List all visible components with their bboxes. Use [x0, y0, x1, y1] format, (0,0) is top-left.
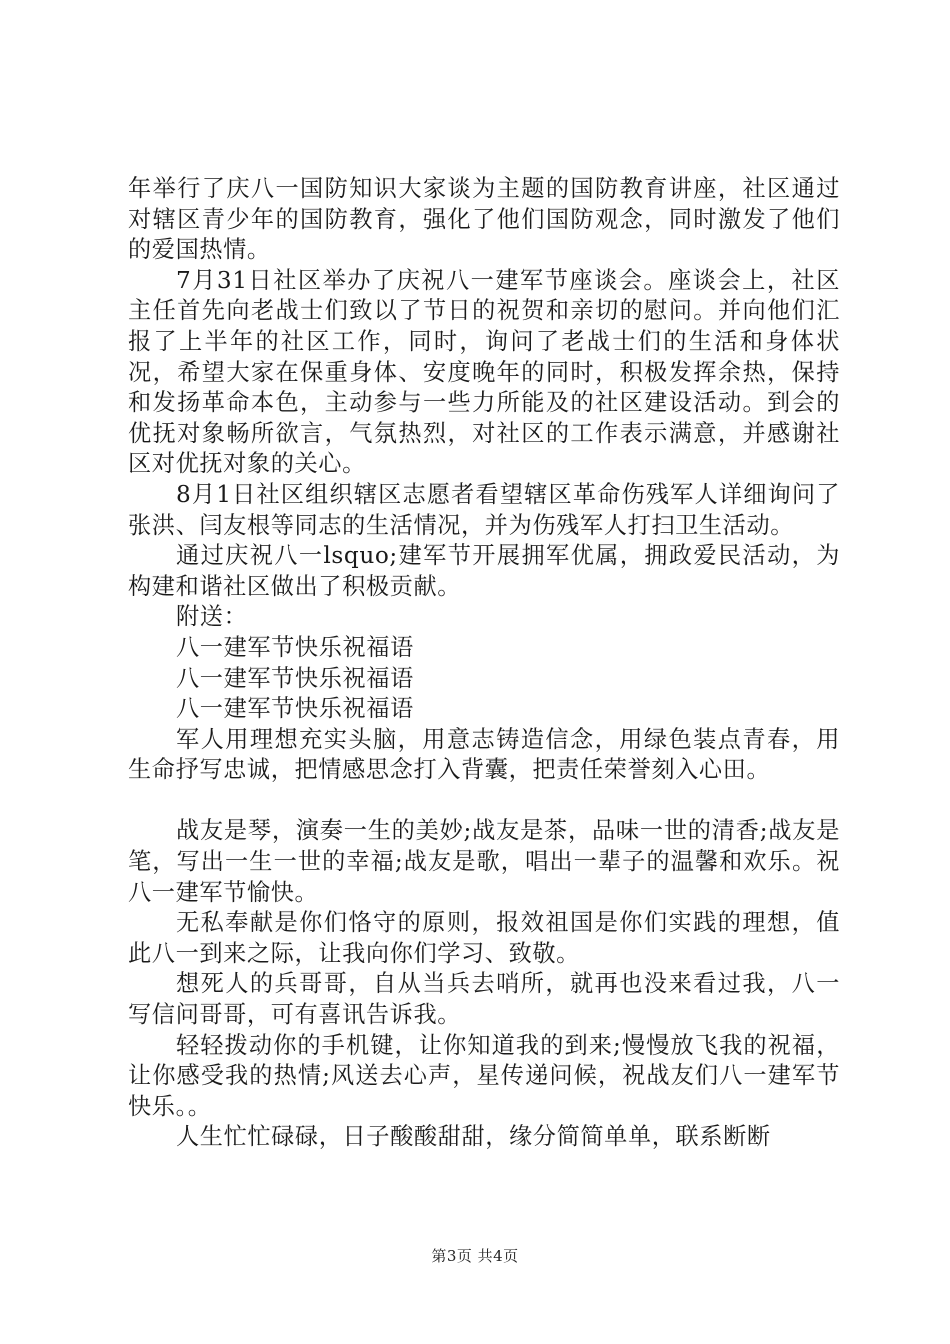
- blessing-selfless-dedication: 无私奉献是你们恪守的原则，报效祖国是你们实践的理想，值此八一到来之际，让我向你们学习、致敬。: [128, 909, 840, 967]
- paragraph-lecture-continuation: 年举行了庆八一国防知识大家谈为主题的国防教育讲座，社区通过对辖区青少年的国防教育，强化了他们国防观念，同时激发了他们的爱国热情。: [128, 175, 840, 264]
- page-footer: 第3页 共4页: [431, 1247, 519, 1265]
- blessing-phone-keys: 轻轻拨动你的手机键，让你知道我的到来;慢慢放飞我的祝福，让你感受我的热情;风送去心声，星传递问候，祝战友们八一建军节快乐。。: [128, 1031, 840, 1120]
- heading-blessings-1: 八一建军节快乐祝福语: [176, 633, 414, 661]
- blessing-busy-life: 人生忙忙碌碌，日子酸酸甜甜，缘分简简单单，联系断断: [176, 1123, 771, 1151]
- document-body: [128, 174, 840, 1153]
- heading-blessings-3: 八一建军节快乐祝福语: [176, 695, 414, 723]
- blessing-comrade-qin: 战友是琴，演奏一生的美妙;战友是茶，品味一世的清香;战友是笔，写出一生一世的幸福;战友是歌，唱出一辈子的温馨和欢乐。祝八一建军节愉快。: [128, 817, 840, 906]
- paragraph-july-31-forum: 7月31日社区举办了庆祝八一建军节座谈会。座谈会上，社区主任首先向老战士们致以了节日的祝贺和亲切的慰问。并向他们汇报了上半年的社区工作，同时，询问了老战士们的生活和身体状况，希望大家在保重身体、安度晚年的同时，积极发挥余热，保持和发扬革命本色，主动参与一些力所能及的社区建设活动。到会的优抚对象畅所欲言，气氛热烈，对社区的工作表示满意，并感谢社区对优抚对象的关心。: [128, 266, 840, 478]
- paragraph-august-1-visit: 8月1日社区组织辖区志愿者看望辖区革命伤残军人详细询问了张洪、闫友根等同志的生活情况，并为伤残军人打扫卫生活动。: [128, 480, 840, 539]
- blessing-soldier-ideals: 军人用理想充实头脑，用意志铸造信念，用绿色装点青春，用生命抒写忠诚，把情感思念打入背囊，把责任荣誉刻入心田。: [128, 725, 840, 784]
- heading-blessings-2: 八一建军节快乐祝福语: [176, 664, 414, 692]
- blank-line: [128, 786, 840, 817]
- appendix-label: 附送：: [176, 603, 248, 631]
- paragraph-summary: 通过庆祝八一lsquo;建军节开展拥军优属，拥政爱民活动，为构建和谐社区做出了积极贡献。: [128, 542, 840, 600]
- blessing-soldier-brother: 想死人的兵哥哥，自从当兵去哨所，就再也没来看过我，八一写信问哥哥，可有喜讯告诉我。: [128, 970, 840, 1029]
